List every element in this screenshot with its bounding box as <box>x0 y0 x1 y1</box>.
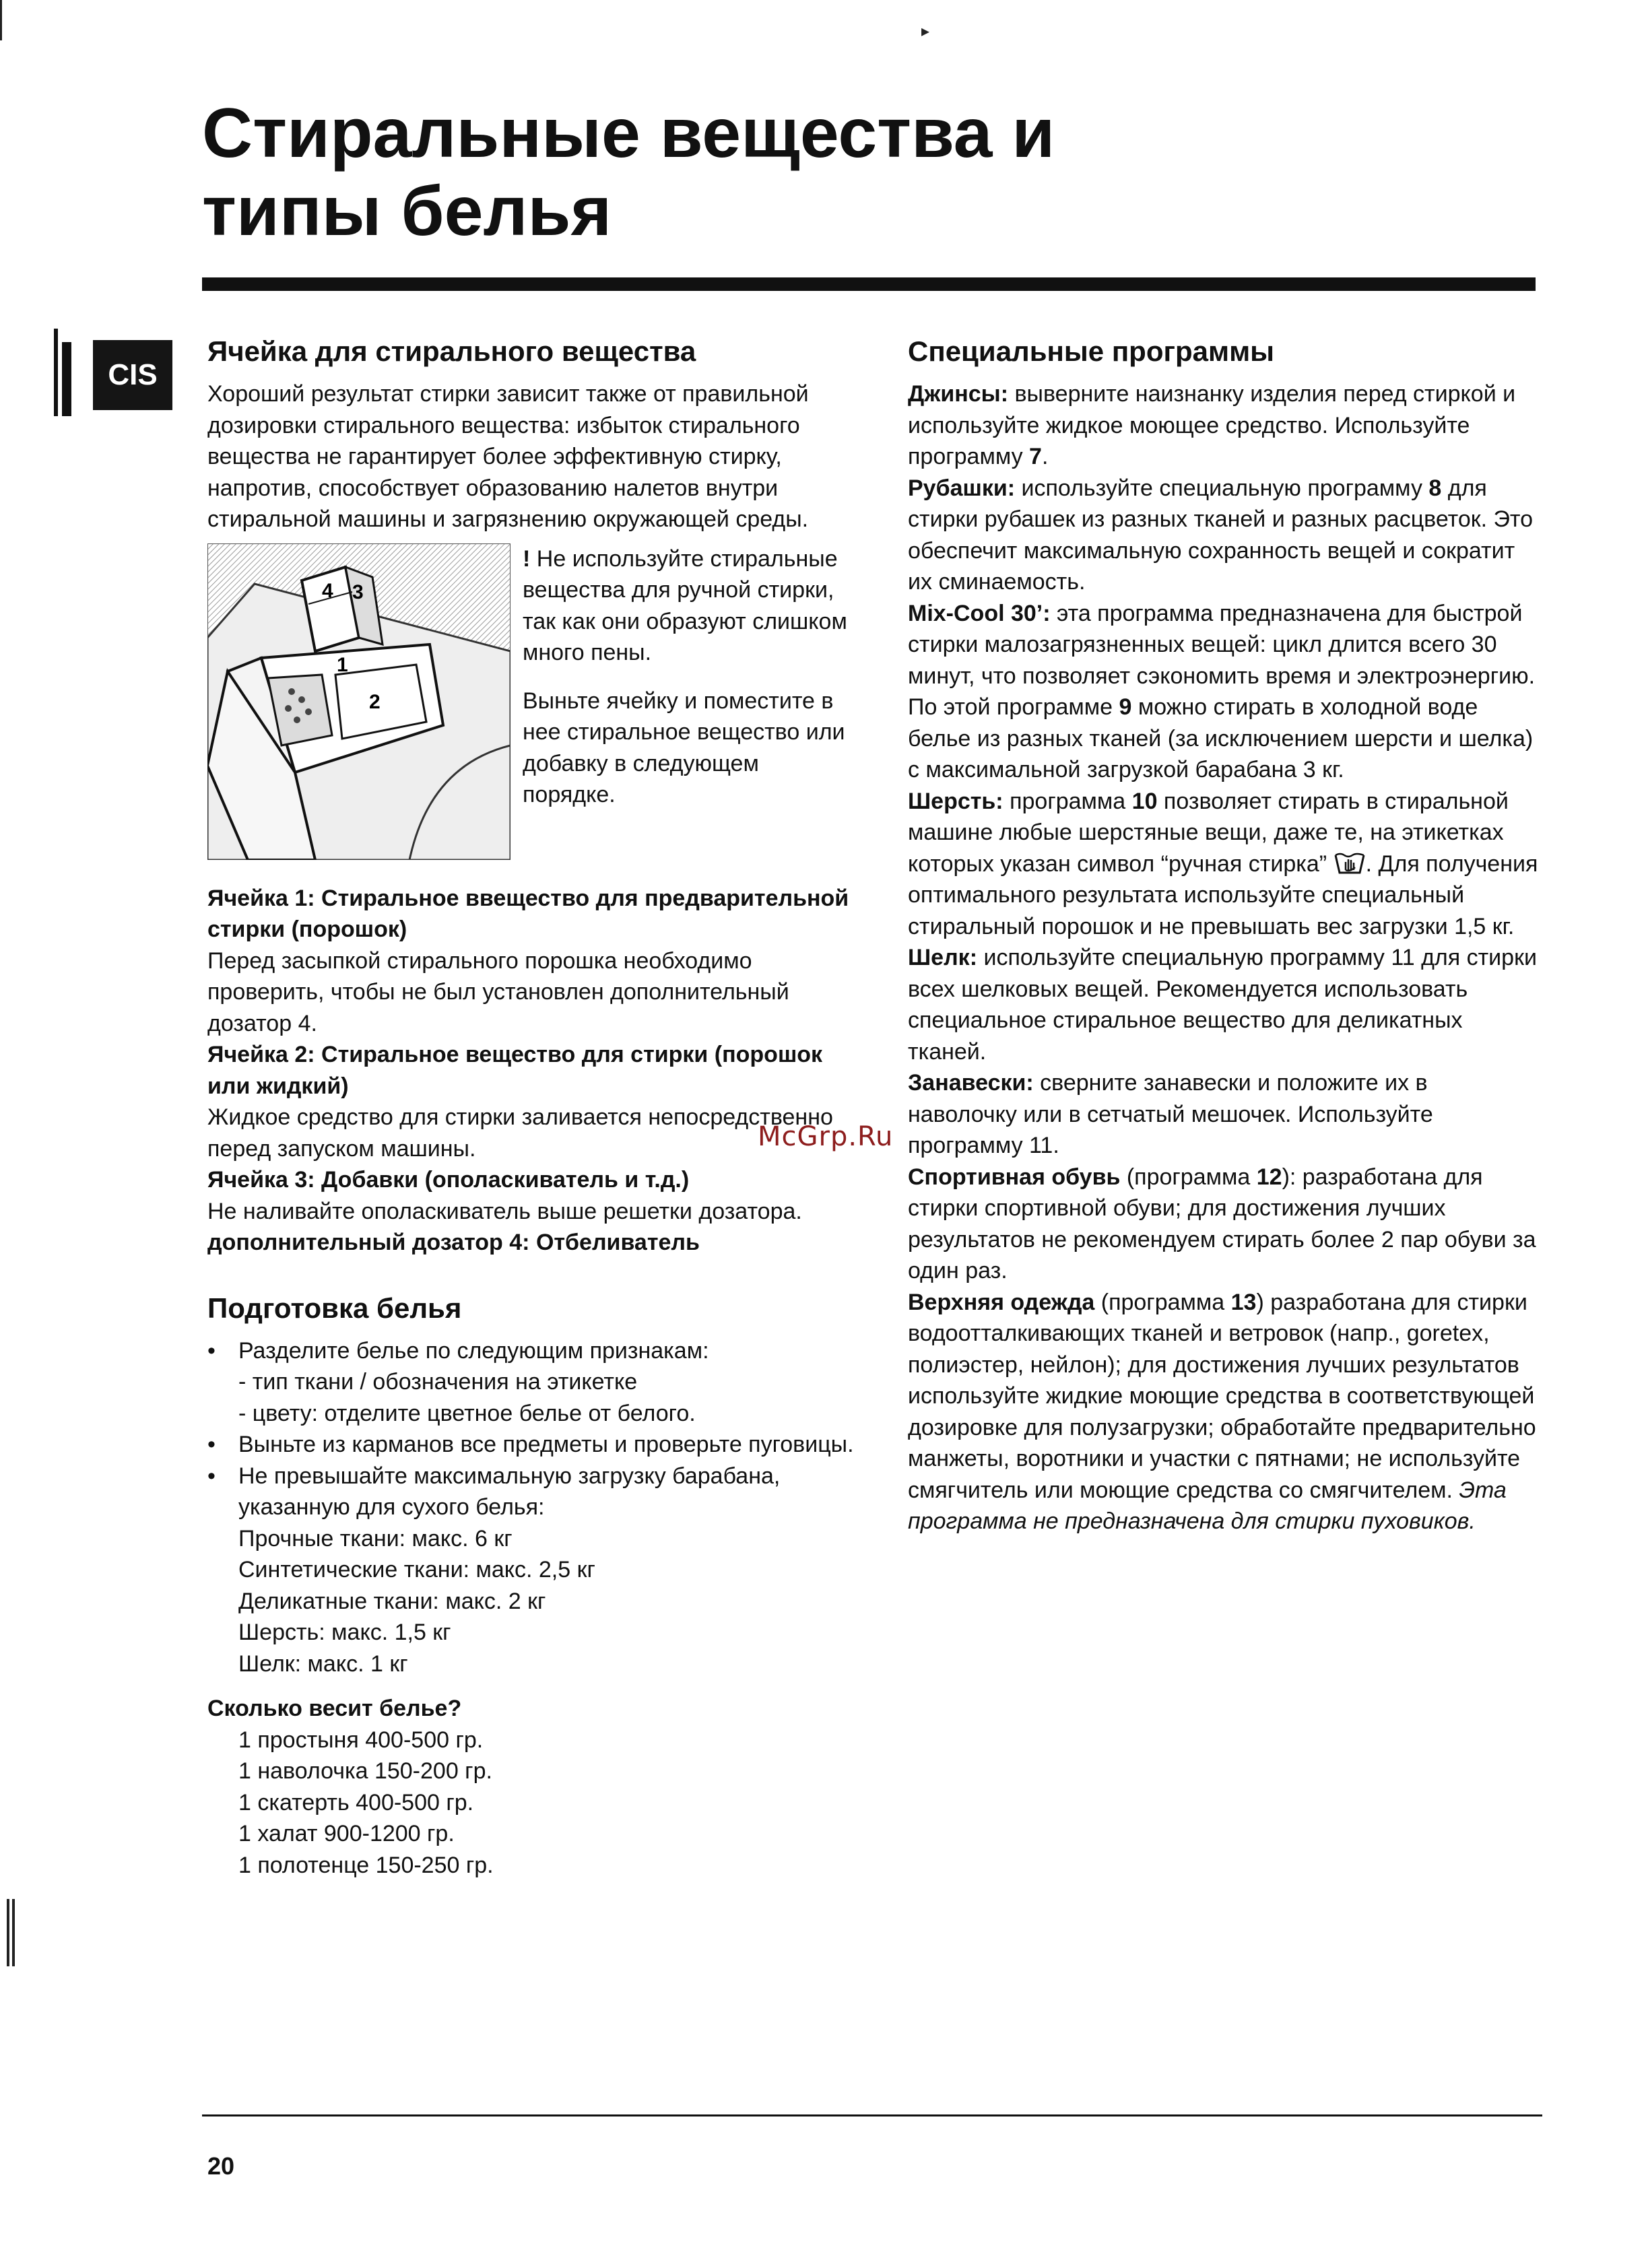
scan-edge-mark <box>12 1899 15 1966</box>
illus-label-2: 2 <box>369 690 381 713</box>
weight-item: 1 полотенце 150-250 гр. <box>238 1852 494 1878</box>
program-wool-text: программа <box>1003 788 1132 814</box>
program-outerwear-text-2: ) разработана для стирки водоотталкивающих тканей и ветровок (напр., goretex, полиэстер, нейлон); для достижения лучших результатов используйте жидкие моющие средства в соответствующей дозировке для полузагрузки; обработайте предварительно манжеты, воротники и участки с пятнами; не используйте смягчитель или моющие средства со смягчителем. <box>908 1289 1536 1503</box>
hand-wash-symbol-icon <box>1334 850 1366 877</box>
program-sport-label: Спортивная обувь <box>908 1164 1121 1190</box>
weight-item: 1 простыня 400-500 гр. <box>238 1727 484 1753</box>
program-wool-number: 10 <box>1131 788 1158 814</box>
program-shirts-text: используйте специальную программу <box>1015 475 1429 501</box>
program-jeans-text: выверните наизнанку изделия перед стиркой и используйте жидкое моющее средство. Используйте программу <box>908 381 1516 469</box>
warning-note <box>523 543 853 669</box>
program-shirts <box>908 473 1541 598</box>
prep-item-load <box>207 1461 854 1680</box>
watermark: McGrp.Ru <box>758 1121 894 1152</box>
dispenser-illustration-row <box>207 543 854 860</box>
cell3-title: Ячейка 3: Добавки (ополаскиватель и т.д.) <box>207 1167 690 1193</box>
page-title-line2: типы белья <box>202 172 612 251</box>
prep-item-load-text: Не превышайте максимальную загрузку барабана, указанную для сухого белья: <box>238 1463 781 1520</box>
program-silk <box>908 942 1541 1067</box>
scan-edge-mark <box>0 0 2 40</box>
program-jeans-label: Джинсы: <box>908 381 1009 407</box>
program-mixcool-text-2: можно стирать в холодной воде белье из разных тканей (за исключением шерсти и шелка) с максимальной загрузкой барабана 3 кг. <box>908 694 1534 782</box>
cell4-title: дополнительный дозатор 4: Отбеливатель <box>207 1230 700 1255</box>
program-outerwear <box>908 1287 1541 1537</box>
program-wool-label: Шерсть: <box>908 788 1003 814</box>
illus-label-4: 4 <box>322 579 333 602</box>
dispenser-instruction: Выньте ячейку и поместите в нее стиральное вещество или добавку в следующем порядке. <box>523 688 845 807</box>
program-sport-shoes <box>908 1162 1541 1287</box>
spacer <box>207 860 854 883</box>
right-column <box>908 331 1541 1537</box>
page-title-line1: Стиральные вещества и <box>202 94 1055 172</box>
weights-heading: Сколько весит белье? <box>207 1696 462 1721</box>
program-jeans-number: 7 <box>1029 444 1042 469</box>
load-limit-item: Деликатные ткани: макс. 2 кг <box>238 1588 546 1614</box>
dispenser-side-text <box>523 543 853 860</box>
program-curtains-label: Занавески: <box>908 1070 1034 1096</box>
program-shirts-number: 8 <box>1428 475 1442 501</box>
program-mixcool-text: эта программа предназначена для быстрой стирки малозагрязненных вещей: цикл длится всего 30 минут, что позволяет сэкономить время и электроэнергию. По этой программе <box>908 600 1536 720</box>
scan-arrow-icon: ▸ <box>921 22 930 40</box>
dispenser-intro: Хороший результат стирки зависит также от правильной дозировки стирального вещества: избыток стирального вещества не гарантирует более эффективную стирку, напротив, способствует образованию налетов внутри стиральной машины и загрязнению окружающей среды. <box>207 381 809 532</box>
program-wool-text-3: . Для получения оптимального результата используйте специальный стиральный порошок и не превышать вес загрузки 1,5 кг. <box>908 850 1538 939</box>
program-mixcool-label: Mix-Cool 30’: <box>908 600 1051 626</box>
cell2-title: Ячейка 2: Стиральное вещество для стирки (порошок или жидкий) <box>207 1042 823 1099</box>
program-sport-text: (программа <box>1120 1164 1257 1190</box>
program-wool-text-2: позволяет стирать в стиральной машине любые шерстяные вещи, даже те, на этикетках которых указан символ “ручная стирка” <box>908 788 1509 877</box>
program-outerwear-note: Эта программа не предназначена для стирки пуховиков. <box>908 1477 1507 1534</box>
warning-text: Не используйте стиральные вещества для ручной стирки, так как они образуют слишком много пены. <box>523 545 847 665</box>
program-wool <box>908 786 1541 943</box>
cell1-text: Перед засыпкой стирального порошка необходимо проверить, чтобы не был установлен дополнительный дозатор 4. <box>207 947 789 1036</box>
weight-item: 1 наволочка 150-200 гр. <box>238 1758 492 1784</box>
cell2-text: Жидкое средство для стирки заливается непосредственно перед запуском машины. <box>207 1104 833 1162</box>
dispenser-heading: Ячейка для стирального вещества <box>207 335 696 367</box>
prep-list <box>207 1335 854 1680</box>
program-shirts-label: Рубашки: <box>908 475 1016 501</box>
program-mixcool-number: 9 <box>1119 694 1132 720</box>
section-dispenser <box>207 331 854 1259</box>
load-limit-item: Шелк: макс. 1 кг <box>238 1650 408 1677</box>
spacer <box>523 669 853 686</box>
illus-label-3: 3 <box>352 580 364 603</box>
section-prep <box>207 1288 854 1881</box>
thumb-bar-thick <box>62 342 71 416</box>
program-jeans: Джинсы: выверните наизнанку изделия перед стиркой и используйте жидкое моющее средство. Используйте программу 7. <box>908 381 1516 469</box>
cell1-title: Ячейка 1: Стиральное ввещество для предварительной стирки (порошок) <box>207 885 849 942</box>
load-limit-item: Прочные ткани: макс. 6 кг <box>238 1525 513 1552</box>
weight-item: 1 скатерть 400-500 гр. <box>238 1789 474 1815</box>
program-outerwear-text: (программа <box>1094 1289 1231 1315</box>
program-outerwear-number: 13 <box>1230 1289 1257 1315</box>
prep-heading: Подготовка белья <box>207 1292 462 1324</box>
left-column <box>207 331 854 1881</box>
cell3-text: Не наливайте ополаскиватель выше решетки дозатора. <box>207 1198 802 1224</box>
program-curtains-text: сверните занавески и положите их в наволочку или в сетчатый мешочек. Используйте программу 11. <box>908 1070 1433 1158</box>
language-tab: CIS <box>93 340 172 410</box>
thumb-bar-thin <box>54 329 58 416</box>
page-number: 20 <box>207 2152 235 2180</box>
prep-subitem-color: - цвету: отделите цветное белье от белого. <box>238 1400 696 1426</box>
thumb-index-marker <box>54 329 74 416</box>
program-curtains <box>908 1067 1541 1162</box>
program-silk-label: Шелк: <box>908 945 978 970</box>
prep-item-sort-text: Разделите белье по следующим признакам: <box>238 1337 709 1364</box>
prep-item-sort <box>207 1335 854 1430</box>
illus-label-1: 1 <box>337 653 348 676</box>
page-title <box>202 94 1482 251</box>
prep-item-pockets-text: Выньте из карманов все предметы и проверьте пуговицы. <box>238 1432 854 1457</box>
program-outerwear-label: Верхняя одежда <box>908 1289 1095 1315</box>
load-limit-item: Синтетические ткани: макс. 2,5 кг <box>238 1557 595 1582</box>
weights-block <box>207 1693 854 1881</box>
program-mixcool <box>908 598 1541 786</box>
warning-mark-icon: ! <box>523 545 531 572</box>
prep-item-pockets <box>207 1429 854 1461</box>
program-sport-text-2: ): разработана для стирки спортивной обуви; для достижения лучших результатов не рекомендуем стирать более 2 пар обуви за один раз. <box>908 1164 1536 1283</box>
special-programs-heading: Специальные программы <box>908 335 1275 367</box>
scan-edge-mark <box>7 1899 9 1966</box>
title-rule <box>202 277 1536 291</box>
weight-item: 1 халат 900-1200 гр. <box>238 1821 455 1846</box>
program-silk-text: используйте специальную программу 11 для стирки всех шелковых вещей. Рекомендуется использовать специальное стиральное вещество для деликатных тканей. <box>908 945 1537 1065</box>
detergent-drawer-illustration-icon <box>207 543 511 860</box>
program-shirts-text-2: для стирки рубашек из разных тканей и разных расцветок. Это обеспечит максимальную сохранность вещей и сократит их сминаемость. <box>908 475 1534 595</box>
prep-subitem-fabric: - тип ткани / обозначения на этикетке <box>238 1369 638 1395</box>
program-sport-number: 12 <box>1256 1164 1282 1190</box>
load-limit-item: Шерсть: макс. 1,5 кг <box>238 1620 451 1645</box>
footer-rule <box>202 2114 1542 2116</box>
